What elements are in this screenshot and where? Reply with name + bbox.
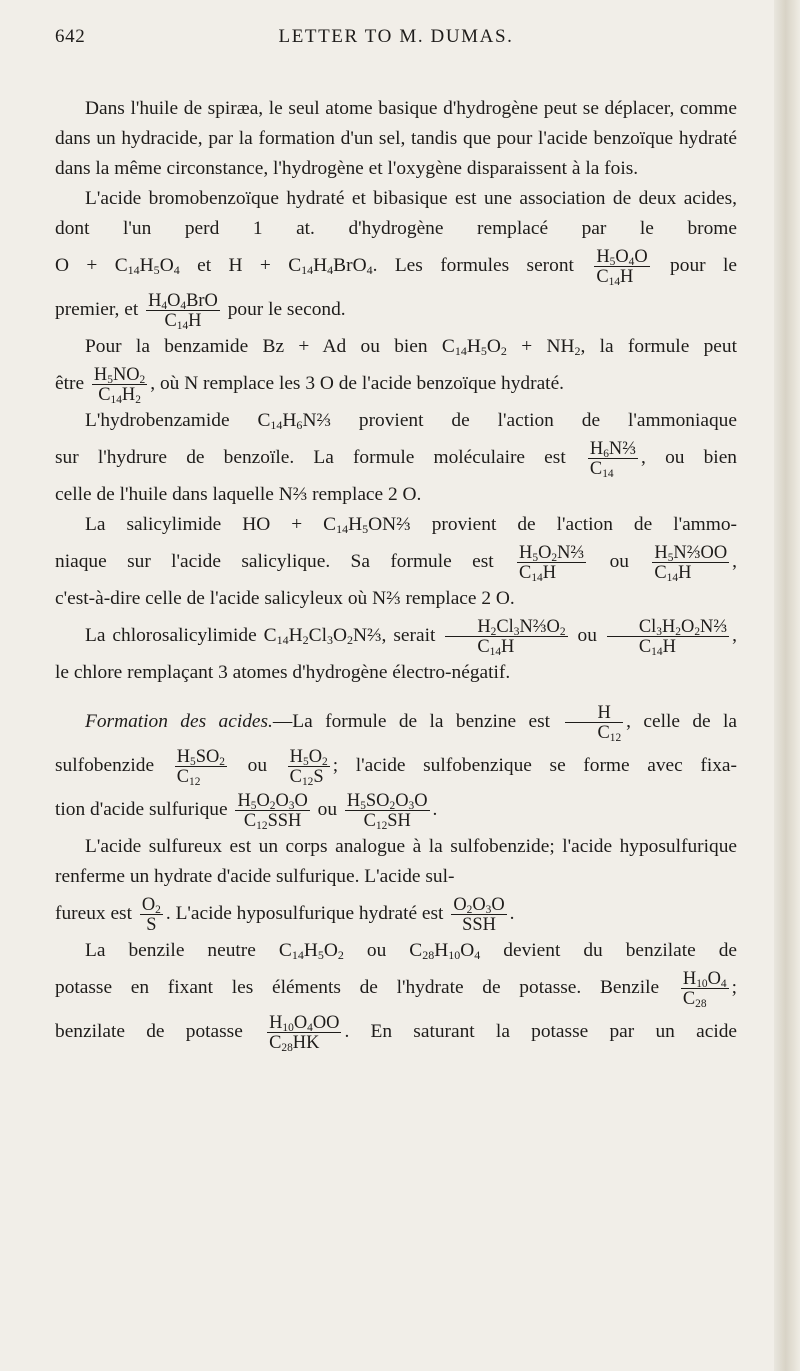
paragraph-chlorosalicylimide: La chlorosalicylimide $C_{14}H_2Cl_3O_2N\frac{2}{3}$, serait $\frac{H_2Cl_3N\frac{2}{3}O_2}{C_{14}H}$ ou $\frac{Cl_3H_2O_2N\frac{2}{3}}{C_{14}H}$ , [85, 615, 737, 658]
page-header [55, 22, 737, 52]
formula-fraction: $\frac{Cl_3H_2O_2N\frac{2}{3}}{C_{14}H}$ [607, 617, 729, 657]
formula-fraction: $\frac{H_5N\frac{2}{3}OO}{C_{14}H}$ [654, 541, 728, 584]
book-page [55, 0, 737, 1054]
page-number: 642 [55, 26, 86, 47]
formula-fraction: $\frac{H}{C_{12}}$ [565, 703, 623, 743]
formula-line-sulfobenzide: sulfobenzide $\frac{H_5SO_2}{C_{12}}$ ou $\frac{H_5O_2}{C_{12}S}$ ; l'acide sulfobenzique se forme avec fixa- [55, 745, 737, 788]
formula-line-benzamide: être $\frac{H_5NO_2}{C_{14}H_2}$ , où N remplace les 3 O de l'acide benzoïque hydraté. [55, 363, 565, 406]
formula-fraction: $\frac{H_6N\frac{2}{3}}{C_{14}}$ [589, 437, 637, 480]
section-heading: Formation des acides. [85, 711, 273, 732]
formula-fraction: $\frac{H_5SO_2O_3O}{C_{12}SH}$ [346, 789, 428, 832]
formula-line-benzile: potasse en fixant les éléments de l'hydrate de potasse. Benzile $\frac{H_{10}O_4}{C_{28}}$ ; [55, 967, 737, 1010]
formula-fraction: $\frac{O_2O_3O}{\text{SSH}}$ [453, 893, 505, 935]
formula-line-bromobenzoic: $O + C_{14}H_5O_4$ et $H + C_{14}H_4BrO_4$. Les formules seront $\frac{H_5O_4O}{C_{14}H}$ pour le [55, 245, 737, 288]
paragraph-benzile: La benzile neutre $C_{14}H_5O_2$ ou $C_{28}H_{10}O_4$ devient du benzilate de [85, 940, 738, 962]
formula-fraction: $\frac{H_5O_2}{C_{12}S}$ [289, 745, 328, 788]
formula-line-sulfuric: tion d'acide sulfurique $\frac{H_5O_2O_3O}{C_{12}SSH}$ ou $\frac{H_5SO_2O_3O}{C_{12}SH}$ . [55, 789, 438, 832]
formula-line-benzilate: benzilate de potasse $\frac{H_{10}O_4OO}{C_{28}HK}$ . En saturant la potasse par un acide [55, 1011, 738, 1054]
page-edge-shadow [774, 0, 800, 1371]
formula-fraction: $\frac{O_2}{S}$ [141, 893, 161, 935]
formula-fraction: $\frac{H_{10}O_4OO}{C_{28}HK}$ [269, 1011, 340, 1054]
page-body [55, 94, 737, 1054]
formula-fraction: $\frac{H_5O_4O}{C_{14}H}$ [596, 245, 648, 288]
paragraph-benzamide: Pour la benzamide Bz + Ad ou bien $C_{14}H_5O_2 + NH_2$, la formule peut [85, 336, 737, 358]
paragraph-formation-acides: Formation des acides.—La formule de la benzine est $\frac{H}{C_{12}}$ , celle de la [85, 701, 737, 744]
paragraph-salicylimide: La salicylimide HO + $C_{14}H_5ON\frac{2}{3}$ provient de l'action de l'ammo- [85, 514, 738, 536]
paragraph-spiraea: Dans l'huile de spiræa, le seul atome basique d'hydrogène peut se déplacer, comme dans un hydracide, par la formation d'un sel, tandis que pour l'acide benzoïque hydraté dans la même circonstance, l'hydrogène et l'oxygène disparaissent à la fois. [55, 98, 737, 179]
formula-fraction: $\frac{H_5O_2N\frac{2}{3}}{C_{14}H}$ [519, 541, 585, 584]
formula-fraction: $\frac{H_4O_4BrO}{C_{14}H}$ [148, 289, 218, 332]
formula-line-hyposulfurique: fureux est $\frac{O_2}{S}$ . L'acide hyposulfurique hydraté est $\frac{O_2O_3O}{\text{SSH}}$ . [55, 893, 515, 935]
formula-fraction: $\frac{H_{10}O_4}{C_{28}}$ [682, 967, 727, 1010]
running-title: LETTER TO M. DUMAS. [278, 26, 514, 47]
formula-fraction: $\frac{H_5O_2O_3O}{C_{12}SSH}$ [237, 789, 308, 832]
paragraph-hydrobenzamide: L'hydrobenzamide $C_{14}H_6N\frac{2}{3}$ provient de l'action de l'ammoniaque [85, 410, 737, 432]
formula-fraction: $\frac{H_5NO_2}{C_{14}H_2}$ [93, 363, 146, 406]
text-line: c'est-à-dire celle de l'acide salicyleux où N⅔ remplace 2 O. [55, 588, 515, 609]
paragraph-bromobenzoic: L'acide bromobenzoïque hydraté et bibasique est une association de deux acides, dont l'un perd 1 at. d'hydrogène remplacé par le brome [55, 188, 737, 239]
text-line: celle de l'huile dans laquelle N⅔ remplace 2 O. [55, 484, 422, 505]
formula-fraction: $\frac{H_2Cl_3N\frac{2}{3}O_2}{C_{14}H}$ [445, 617, 567, 657]
formula-line-second: premier, et $\frac{H_4O_4BrO}{C_{14}H}$ pour le second. [55, 289, 346, 332]
formula-line-salicylimide: niaque sur l'acide salicylique. Sa formule est $\frac{H_5O_2N\frac{2}{3}}{C_{14}H}$ ou $\frac{H_5N\frac{2}{3}OO}{C_{14}H}$ , [55, 541, 737, 584]
formula-line-hydrobenzamide: sur l'hydrure de benzoïle. La formule moléculaire est $\frac{H_6N\frac{2}{3}}{C_{14}}$ , ou bien [55, 437, 737, 480]
text-line: le chlore remplaçant 3 atomes d'hydrogène électro-négatif. [55, 662, 511, 683]
formula-fraction: $\frac{H_5SO_2}{C_{12}}$ [176, 745, 225, 788]
paragraph-sulfureux: L'acide sulfureux est un corps analogue à la sulfobenzide; l'acide hyposulfurique renferme un hydrate d'acide sulfurique. L'acide sul- [55, 836, 737, 887]
